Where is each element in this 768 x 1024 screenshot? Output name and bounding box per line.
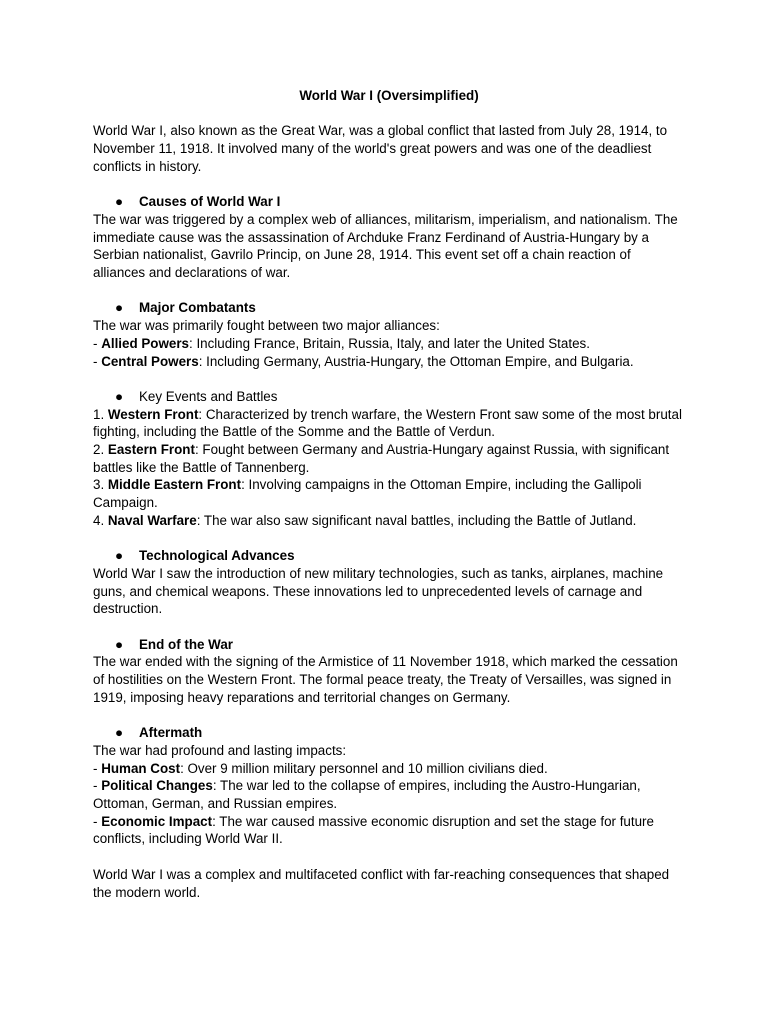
causes-paragraph: The war was triggered by a complex web of alliances, militarism, imperialism, and nationalism. The immediate cause was the assassination of Archduke Franz Ferdinand of Austria-Hungary by a Serbian nationalist, Gavrilo Princip, on June 28, 1914. This event set off a chain reaction of alliances and declarations of war. (93, 211, 678, 280)
list-item: - Political Changes: The war led to the collapse of empires, including the Austro-Hungarian, Ottoman, German, and Russian empires. (93, 778, 641, 812)
bullet-icon: ● (115, 725, 124, 741)
section-heading-aftermath (93, 724, 685, 742)
technology-paragraph: World War I saw the introduction of new military technologies, such as tanks, airplanes, machine guns, and chemical weapons. These innovations led to unprecedented levels of carnage and destruction. (93, 565, 664, 617)
list-item: 2. Eastern Front: Fought between Germany and Austria-Hungary against Russia, with significant battles like the Battle of Tannenberg. (93, 442, 670, 475)
section-heading-causes (93, 193, 685, 211)
aftermath-heading: Aftermath (139, 725, 203, 741)
bullet-icon: ● (115, 194, 124, 210)
section-heading-combatants (93, 299, 685, 317)
section-heading-technology (93, 547, 685, 565)
technology-heading: Technological Advances (139, 548, 295, 564)
list-item: 1. Western Front: Characterized by trench warfare, the Western Front saw some of the most brutal fighting, including the Battle of the Somme and the Battle of Verdun. (93, 406, 682, 440)
end-heading: End of the War (139, 636, 233, 652)
list-item: - Central Powers: Including Germany, Austria-Hungary, the Ottoman Empire, and Bulgaria. (93, 353, 634, 369)
causes-heading: Causes of World War I (139, 194, 281, 210)
combatants-heading: Major Combatants (139, 300, 256, 316)
end-paragraph: The war ended with the signing of the Armistice of 11 November 1918, which marked the cessation of hostilities on the Western Front. The formal peace treaty, the Treaty of Versailles, was signed in 1919, imposing heavy reparations and territorial changes on Germany. (93, 654, 678, 705)
list-item: - Human Cost: Over 9 million military personnel and 10 million civilians died. (93, 760, 548, 776)
aftermath-paragraph: The war had profound and lasting impacts: (93, 742, 347, 758)
bullet-icon: ● (115, 548, 124, 564)
section-heading-end (93, 636, 685, 654)
list-item: - Allied Powers: Including France, Britain, Russia, Italy, and later the United States. (93, 335, 590, 351)
list-item: 3. Middle Eastern Front: Involving campaigns in the Ottoman Empire, including the Gallipoli Campaign. (93, 477, 642, 511)
bullet-icon: ● (115, 636, 124, 652)
document-title: World War I (Oversimplified) (299, 88, 479, 103)
bullet-icon: ● (115, 388, 124, 404)
section-heading-events (93, 388, 685, 406)
document-body (93, 87, 685, 901)
conclusion-paragraph: World War I was a complex and multifaceted conflict with far-reaching consequences that shaped the modern world. (93, 866, 670, 900)
bullet-icon: ● (115, 300, 124, 316)
intro-paragraph: World War I, also known as the Great War, was a global conflict that lasted from July 28, 1914, to November 11, 1918. It involved many of the world's great powers and was one of the deadliest conflicts in history. (93, 123, 668, 174)
list-item: - Economic Impact: The war caused massive economic disruption and set the stage for future conflicts, including World War II. (93, 813, 654, 847)
combatants-paragraph: The war was primarily fought between two major alliances: (93, 318, 440, 334)
events-heading: Key Events and Battles (139, 388, 278, 404)
list-item: 4. Naval Warfare: The war also saw significant naval battles, including the Battle of Jutland. (93, 512, 637, 528)
